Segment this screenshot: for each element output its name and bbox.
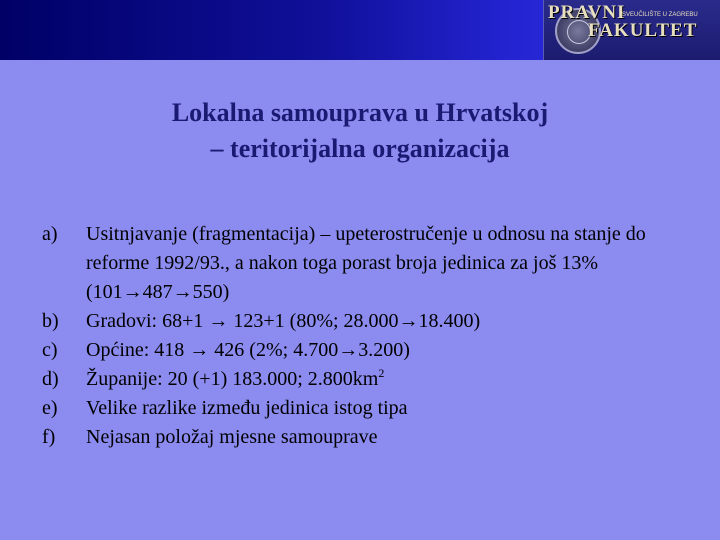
bullet-list <box>42 220 692 452</box>
list-item-text: Gradovi: 68+1 → 123+1 (80%; 28.000→18.400) <box>86 310 481 332</box>
list-item <box>42 220 692 307</box>
list-item <box>42 423 692 452</box>
list-item <box>42 336 692 365</box>
list-item <box>42 307 692 336</box>
list-marker: f) <box>42 426 56 448</box>
list-item-text: Usitnjavanje (fragmentacija) – upeterostručenje u odnosu na stanje do reforme 1992/93., a nakon toga porast broja jedinica za još 13% (101→487→550) <box>86 223 646 303</box>
list-marker: d) <box>42 368 59 390</box>
list-item-text: Velike razlike između jedinica istog tipa <box>86 397 408 419</box>
logo-text-fakultet: FAKULTET <box>588 20 698 41</box>
list-item-text: Nejasan položaj mjesne samouprave <box>86 426 378 448</box>
list-item-text-main: Županije: 20 (+1) 183.000; 2.800km <box>86 368 379 390</box>
superscript: 2 <box>378 366 385 380</box>
list-marker: a) <box>42 223 58 245</box>
slide-title <box>0 95 720 167</box>
list-item <box>42 365 692 394</box>
logo-text-pravni: PRAVNI <box>548 2 626 23</box>
slide-title-line-1: Lokalna samouprava u Hrvatskoj <box>171 98 549 127</box>
slide-title-line-2: – teritorijalna organizacija <box>210 134 510 163</box>
list-item <box>42 394 692 423</box>
list-marker: c) <box>42 339 58 361</box>
logo-subtext: SVEUČILIŠTE U ZAGREBU <box>622 12 698 18</box>
list-marker: b) <box>42 310 59 332</box>
list-item-text <box>86 365 692 394</box>
list-marker: e) <box>42 397 58 419</box>
list-item-text: Općine: 418 → 426 (2%; 4.700→3.200) <box>86 339 410 361</box>
